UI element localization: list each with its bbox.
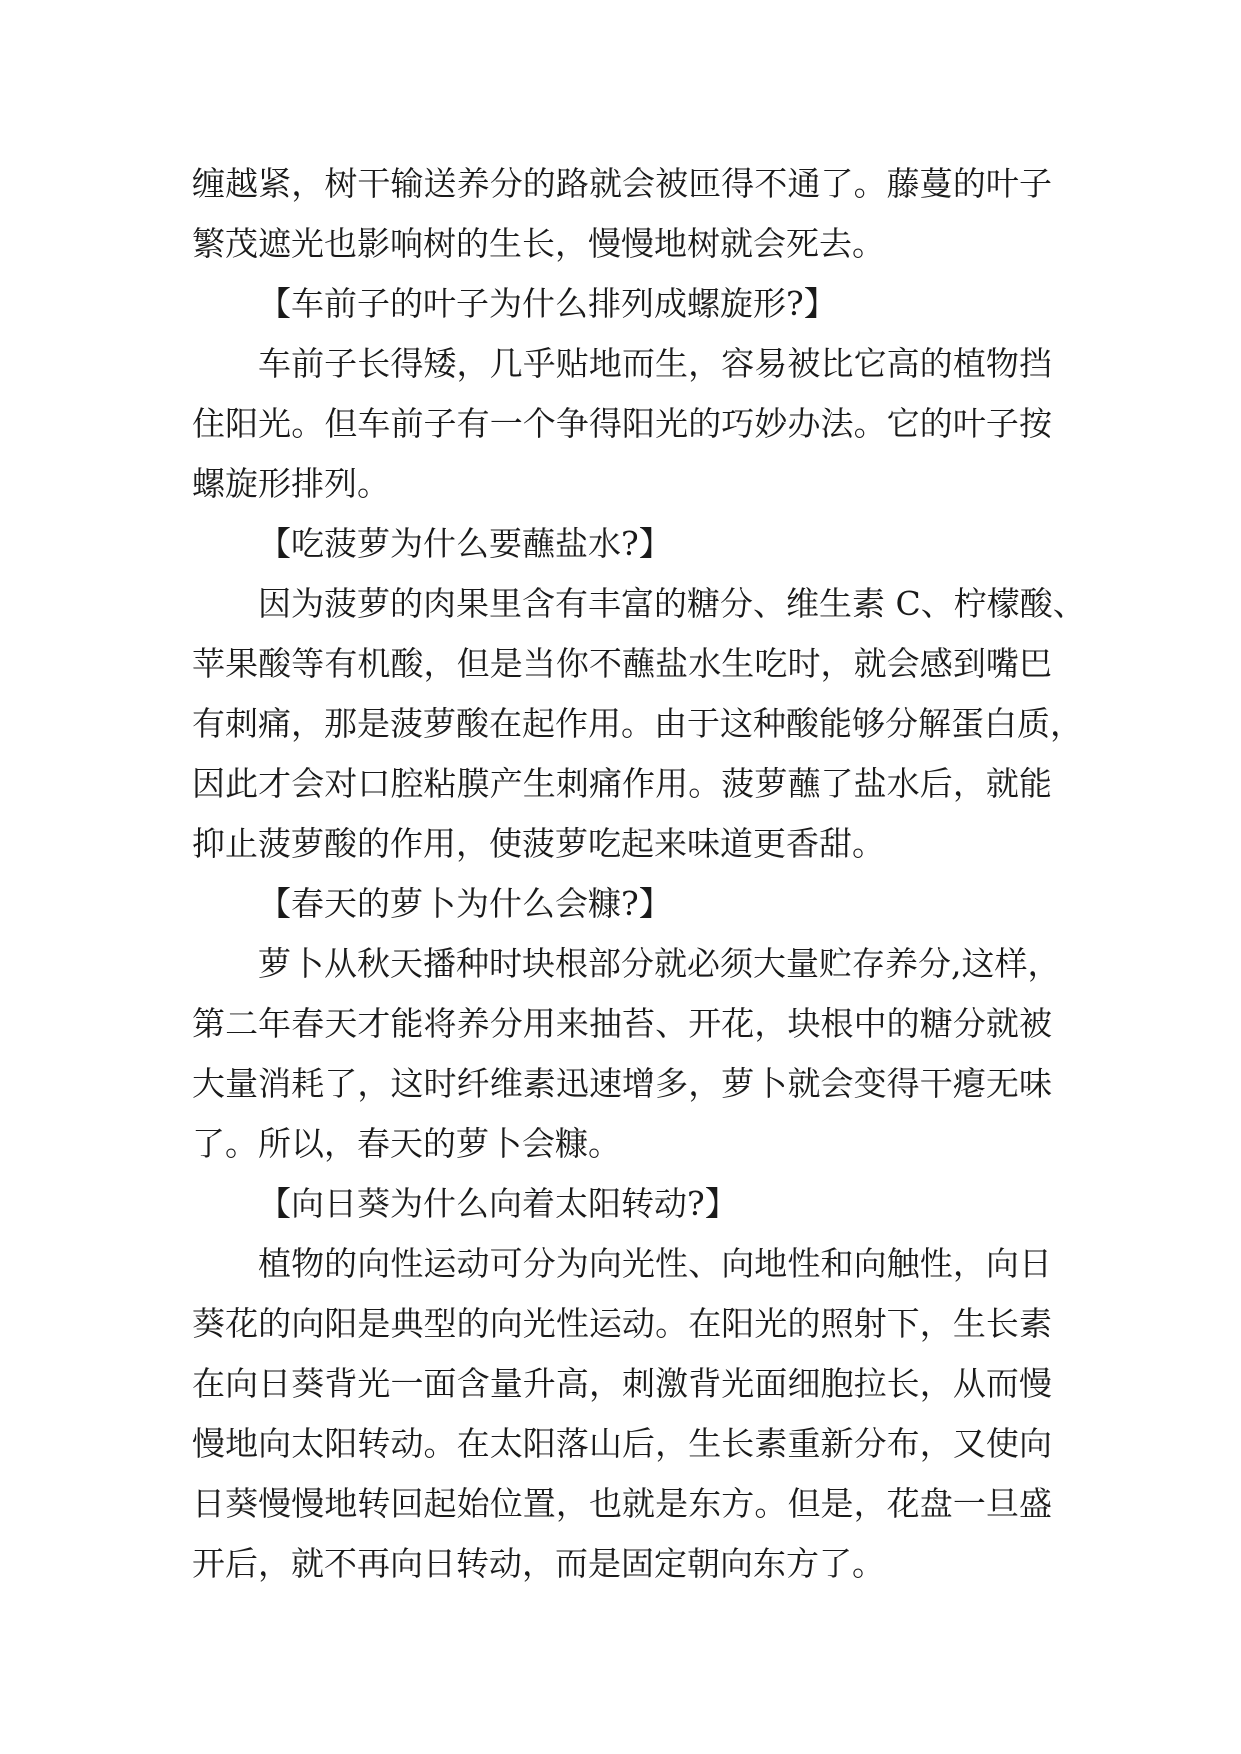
body-line: 螺旋形排列。 (192, 464, 390, 503)
body-line: 在向日葵背光一面含量升高，刺激背光面细胞拉长，从而慢 (192, 1364, 1052, 1403)
section-heading: 【吃菠萝为什么要蘸盐水?】 (258, 524, 672, 563)
section-heading: 【向日葵为什么向着太阳转动?】 (258, 1184, 738, 1223)
body-line: 日葵慢慢地转回起始位置，也就是东方。但是，花盘一旦盛 (192, 1484, 1052, 1523)
body-line: 苹果酸等有机酸，但是当你不蘸盐水生吃时，就会感到嘴巴 (192, 644, 1052, 683)
body-line: 大量消耗了，这时纤维素迅速增多，萝卜就会变得干瘪无味 (192, 1064, 1052, 1103)
body-line: 葵花的向阳是典型的向光性运动。在阳光的照射下，生长素 (192, 1304, 1052, 1343)
body-line: 有刺痛，那是菠萝酸在起作用。由于这种酸能够分解蛋白质， (192, 704, 1083, 743)
paragraph-first-line: 萝卜从秋天播种时块根部分就必须大量贮存养分,这样， (258, 944, 1061, 983)
body-line: 因此才会对口腔粘膜产生刺痛作用。菠萝蘸了盐水后，就能 (192, 764, 1052, 803)
section-heading: 【车前子的叶子为什么排列成螺旋形?】 (258, 284, 837, 323)
body-line: 缠越紧，树干输送养分的路就会被匝得不通了。藤蔓的叶子 (192, 164, 1052, 203)
body-line: 慢地向太阳转动。在太阳落山后，生长素重新分布，又使向 (192, 1424, 1052, 1463)
paragraph-first-line: 植物的向性运动可分为向光性、向地性和向触性，向日 (258, 1244, 1052, 1283)
body-line: 了。所以，春天的萝卜会糠。 (192, 1124, 621, 1163)
paragraph-first-line: 因为菠萝的肉果里含有丰富的糖分、维生素 C、柠檬酸、 (258, 584, 1086, 623)
body-line: 住阳光。但车前子有一个争得阳光的巧妙办法。它的叶子按 (192, 404, 1052, 443)
paragraph-first-line: 车前子长得矮，几乎贴地而生，容易被比它高的植物挡 (258, 344, 1052, 383)
body-line: 第二年春天才能将养分用来抽苔、开花，块根中的糖分就被 (192, 1004, 1052, 1043)
body-line: 抑止菠萝酸的作用，使菠萝吃起来味道更香甜。 (192, 824, 885, 863)
body-line: 开后，就不再向日转动，而是固定朝向东方了。 (192, 1544, 885, 1583)
section-heading: 【春天的萝卜为什么会糠?】 (258, 884, 672, 923)
body-line: 繁茂遮光也影响树的生长，慢慢地树就会死去。 (192, 224, 885, 263)
